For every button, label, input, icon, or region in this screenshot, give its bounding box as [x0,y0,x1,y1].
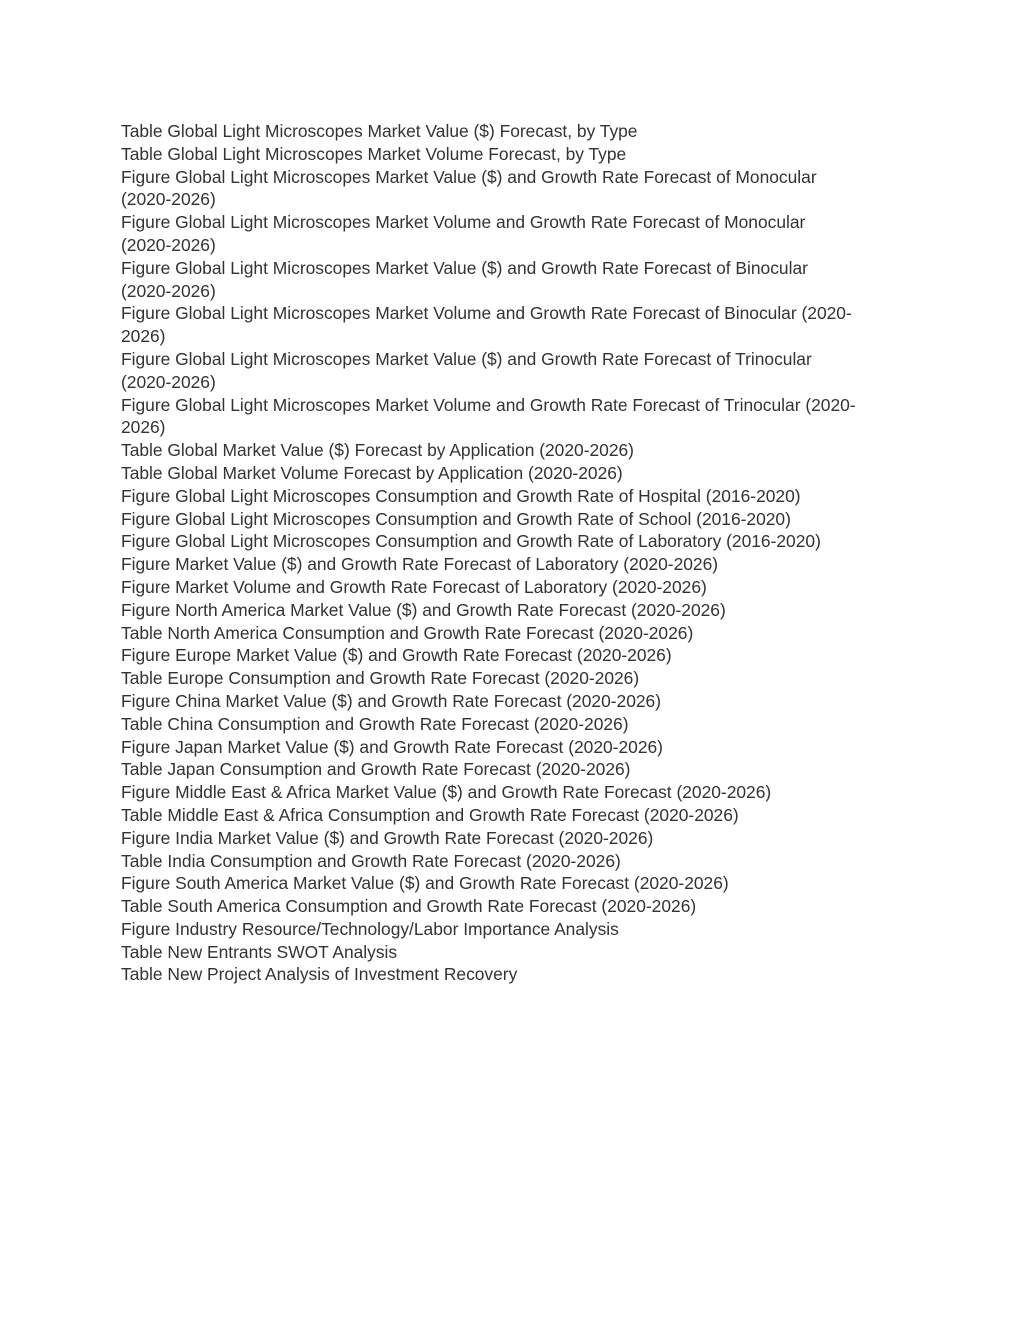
list-item-text: Figure Global Light Microscopes Consumption and Growth Rate of Hospital (2016-2020) [121,485,801,506]
list-item [121,644,911,667]
list-item [121,211,911,257]
list-item-text: Table New Project Analysis of Investment Recovery [121,964,518,985]
list-item [121,576,911,599]
list-item-text: Figure Global Light Microscopes Consumption and Growth Rate of School (2016-2020) [121,508,791,529]
list-item-text: Table South America Consumption and Growth Rate Forecast (2020-2026) [121,896,697,917]
list-item-text: Figure Industry Resource/Technology/Labor Importance Analysis [121,918,619,939]
list-item-text: Figure India Market Value ($) and Growth Rate Forecast (2020-2026) [121,827,654,848]
list-item [121,667,911,690]
list-item [121,895,911,918]
figure-table-list [121,120,911,986]
list-item [121,690,911,713]
list-item-text: Table New Entrants SWOT Analysis [121,941,398,962]
list-item-text: 2026) [121,417,166,438]
list-item [121,530,911,553]
list-item-text: (2020-2026) [121,280,216,301]
list-item-text: 2026) [121,326,166,347]
list-item-text: Figure Market Volume and Growth Rate Forecast of Laboratory (2020-2026) [121,576,707,597]
list-item-text: (2020-2026) [121,371,216,392]
list-item-text: (2020-2026) [121,189,216,210]
list-item [121,804,911,827]
list-item-text: Figure Global Light Microscopes Market Volume and Growth Rate Forecast of Binocular (2020- [121,303,852,324]
list-item-text: Figure Global Light Microscopes Market Value ($) and Growth Rate Forecast of Monocular [121,166,817,187]
list-item [121,850,911,873]
list-item-text: (2020-2026) [121,234,216,255]
list-item [121,622,911,645]
list-item [121,872,911,895]
list-item [121,120,911,143]
list-item [121,302,911,348]
list-item [121,508,911,531]
list-item [121,462,911,485]
list-item [121,736,911,759]
list-item [121,485,911,508]
list-item [121,713,911,736]
list-item-text: Table Japan Consumption and Growth Rate Forecast (2020-2026) [121,759,631,780]
list-item-text: Table Middle East & Africa Consumption and Growth Rate Forecast (2020-2026) [121,804,739,825]
list-item [121,257,911,303]
list-item-text: Figure Global Light Microscopes Market Volume and Growth Rate Forecast of Monocular [121,212,806,233]
list-item-text: Figure Japan Market Value ($) and Growth Rate Forecast (2020-2026) [121,736,663,757]
list-item [121,758,911,781]
list-item-text: Table Global Market Volume Forecast by Application (2020-2026) [121,462,623,483]
list-item-text: Figure Global Light Microscopes Market Volume and Growth Rate Forecast of Trinocular (2020- [121,394,856,415]
list-item-text: Table North America Consumption and Growth Rate Forecast (2020-2026) [121,622,694,643]
list-item-text: Figure Market Value ($) and Growth Rate Forecast of Laboratory (2020-2026) [121,554,719,575]
list-item-text: Figure Global Light Microscopes Consumption and Growth Rate of Laboratory (2016-2020) [121,531,821,552]
list-item [121,143,911,166]
list-item [121,827,911,850]
list-item [121,166,911,212]
list-item [121,941,911,964]
list-item [121,963,911,986]
list-item-text: Figure South America Market Value ($) and Growth Rate Forecast (2020-2026) [121,873,729,894]
list-item [121,918,911,941]
list-item-text: Table China Consumption and Growth Rate Forecast (2020-2026) [121,713,629,734]
list-item [121,781,911,804]
list-item [121,553,911,576]
list-item-text: Table Global Light Microscopes Market Volume Forecast, by Type [121,143,627,164]
list-item-text: Table Europe Consumption and Growth Rate Forecast (2020-2026) [121,668,640,689]
list-item-text: Figure Europe Market Value ($) and Growth Rate Forecast (2020-2026) [121,645,672,666]
list-item-text: Figure Middle East & Africa Market Value ($) and Growth Rate Forecast (2020-2026) [121,782,772,803]
list-item-text: Figure North America Market Value ($) and Growth Rate Forecast (2020-2026) [121,599,726,620]
list-item [121,599,911,622]
list-item [121,348,911,394]
list-item-text: Table India Consumption and Growth Rate Forecast (2020-2026) [121,850,621,871]
list-item [121,394,911,440]
list-item-text: Figure Global Light Microscopes Market Value ($) and Growth Rate Forecast of Trinocular [121,348,812,369]
list-item-text: Table Global Market Value ($) Forecast by Application (2020-2026) [121,440,634,461]
list-item-text: Figure Global Light Microscopes Market Value ($) and Growth Rate Forecast of Binocular [121,257,808,278]
list-item-text: Figure China Market Value ($) and Growth Rate Forecast (2020-2026) [121,690,662,711]
list-item [121,439,911,462]
list-item-text: Table Global Light Microscopes Market Value ($) Forecast, by Type [121,121,638,141]
